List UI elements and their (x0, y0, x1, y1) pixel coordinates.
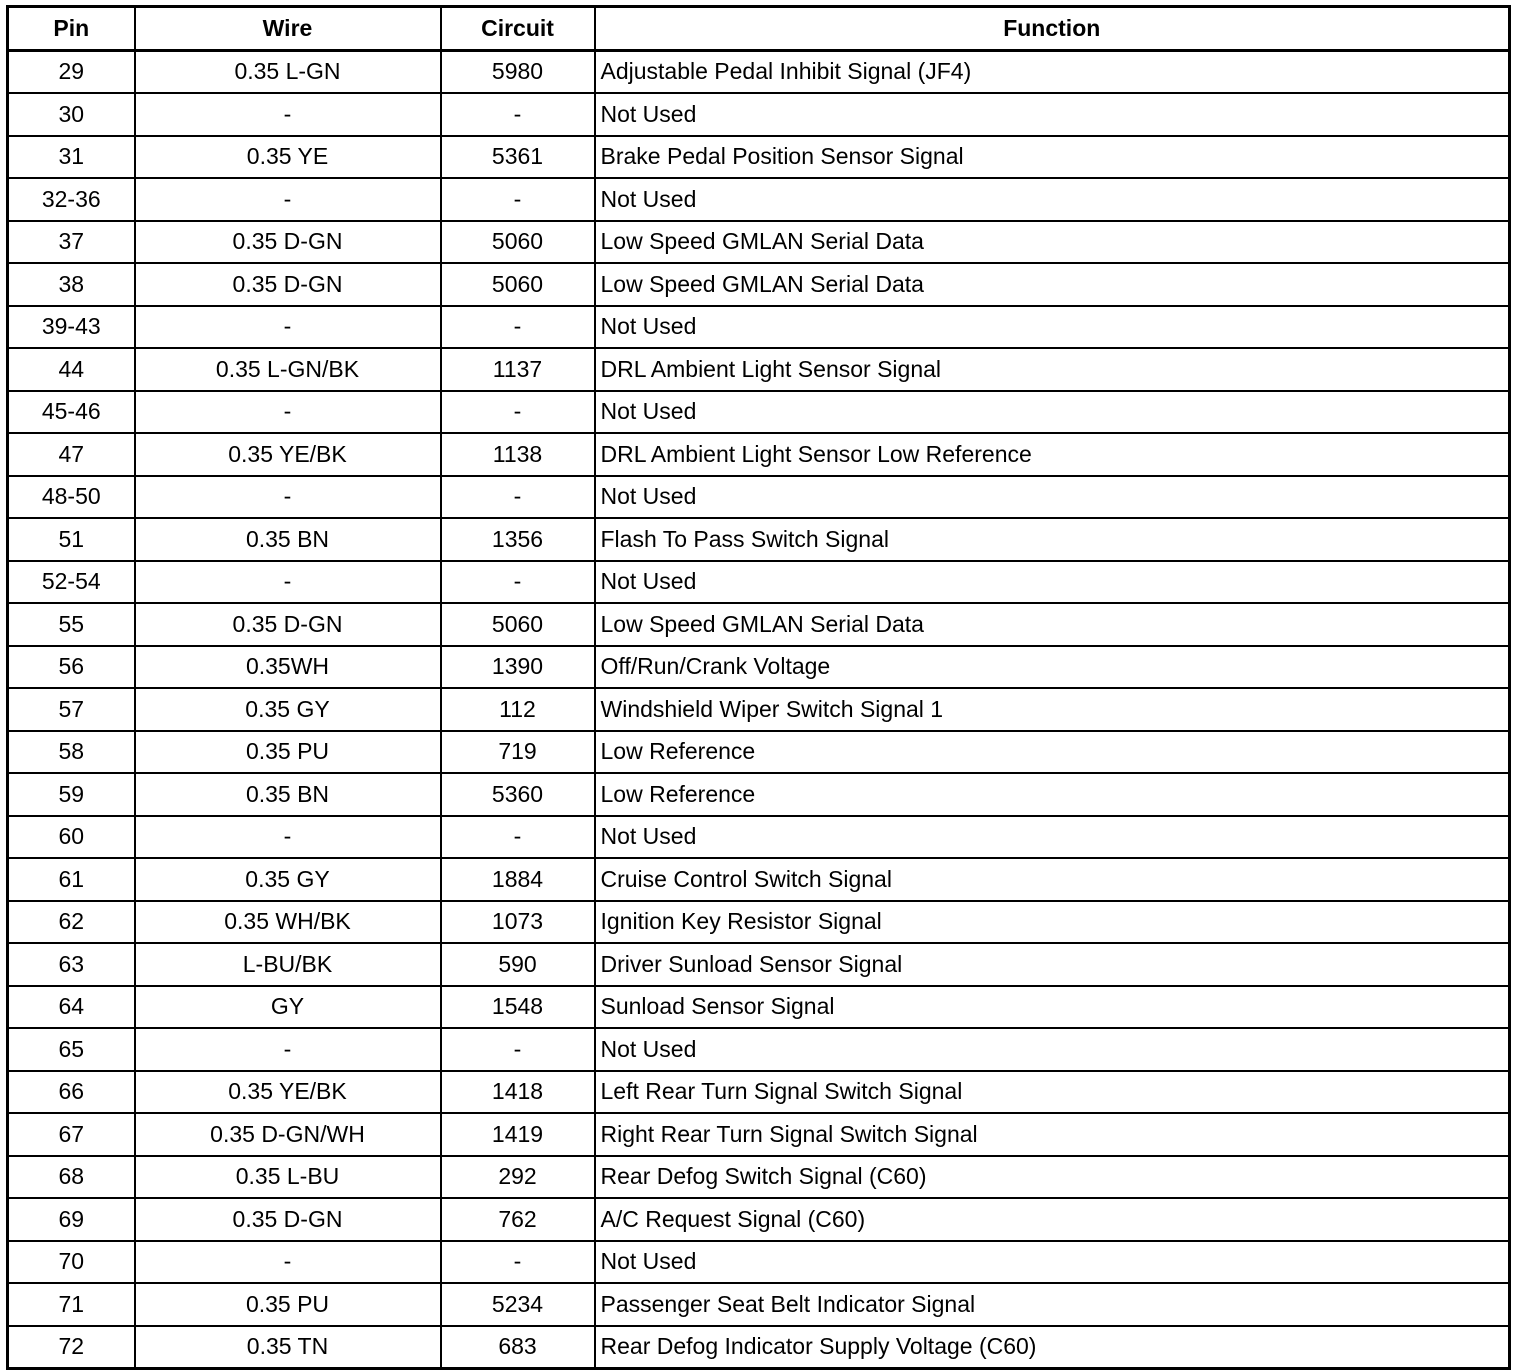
table-row (8, 391, 1510, 434)
cell-wire: 0.35 BN (135, 773, 441, 816)
cell-function: Not Used (595, 476, 1510, 519)
cell-pin: 69 (8, 1198, 135, 1241)
cell-function: Not Used (595, 561, 1510, 604)
cell-circuit: - (441, 178, 595, 221)
cell-function: Off/Run/Crank Voltage (595, 646, 1510, 689)
cell-circuit: - (441, 1241, 595, 1284)
header-circuit: Circuit (441, 7, 595, 51)
cell-function: Not Used (595, 391, 1510, 434)
cell-pin: 55 (8, 603, 135, 646)
cell-circuit: - (441, 306, 595, 349)
cell-circuit: - (441, 476, 595, 519)
table-row (8, 433, 1510, 476)
cell-wire: 0.35 PU (135, 1283, 441, 1326)
table-row (8, 136, 1510, 179)
cell-pin: 51 (8, 518, 135, 561)
cell-pin: 66 (8, 1071, 135, 1114)
table-row (8, 1028, 1510, 1071)
cell-circuit: 5980 (441, 50, 595, 93)
cell-pin: 60 (8, 816, 135, 859)
cell-pin: 52-54 (8, 561, 135, 604)
table-row (8, 943, 1510, 986)
cell-wire: 0.35 YE/BK (135, 433, 441, 476)
cell-circuit: 5060 (441, 221, 595, 264)
cell-wire: 0.35 L-GN (135, 50, 441, 93)
header-row (8, 7, 1510, 51)
table-row (8, 1071, 1510, 1114)
cell-circuit: - (441, 391, 595, 434)
table-row (8, 50, 1510, 93)
cell-pin: 31 (8, 136, 135, 179)
cell-function: A/C Request Signal (C60) (595, 1198, 1510, 1241)
cell-function: Adjustable Pedal Inhibit Signal (JF4) (595, 50, 1510, 93)
cell-circuit: 1137 (441, 348, 595, 391)
cell-wire: GY (135, 986, 441, 1029)
cell-pin: 65 (8, 1028, 135, 1071)
cell-circuit: 762 (441, 1198, 595, 1241)
cell-circuit: 719 (441, 731, 595, 774)
table-row (8, 221, 1510, 264)
cell-circuit: 1548 (441, 986, 595, 1029)
cell-pin: 48-50 (8, 476, 135, 519)
cell-function: Rear Defog Switch Signal (C60) (595, 1156, 1510, 1199)
cell-wire: 0.35 D-GN (135, 263, 441, 306)
cell-function: Windshield Wiper Switch Signal 1 (595, 688, 1510, 731)
cell-pin: 57 (8, 688, 135, 731)
cell-pin: 71 (8, 1283, 135, 1326)
cell-function: Rear Defog Indicator Supply Voltage (C60) (595, 1326, 1510, 1369)
cell-pin: 68 (8, 1156, 135, 1199)
cell-wire: 0.35 D-GN (135, 221, 441, 264)
cell-circuit: 5361 (441, 136, 595, 179)
table-row (8, 561, 1510, 604)
cell-pin: 44 (8, 348, 135, 391)
cell-pin: 30 (8, 93, 135, 136)
cell-pin: 61 (8, 858, 135, 901)
cell-wire: 0.35 L-BU (135, 1156, 441, 1199)
cell-wire: 0.35 D-GN (135, 603, 441, 646)
cell-function: Low Reference (595, 773, 1510, 816)
table-body (8, 50, 1510, 1369)
cell-circuit: 1356 (441, 518, 595, 561)
cell-pin: 67 (8, 1113, 135, 1156)
cell-function: Not Used (595, 93, 1510, 136)
cell-pin: 29 (8, 50, 135, 93)
cell-circuit: - (441, 93, 595, 136)
cell-pin: 59 (8, 773, 135, 816)
cell-pin: 70 (8, 1241, 135, 1284)
cell-function: Low Speed GMLAN Serial Data (595, 221, 1510, 264)
cell-function: Passenger Seat Belt Indicator Signal (595, 1283, 1510, 1326)
cell-function: Not Used (595, 816, 1510, 859)
table-row (8, 93, 1510, 136)
cell-wire: - (135, 306, 441, 349)
cell-wire: 0.35 D-GN/WH (135, 1113, 441, 1156)
cell-function: Driver Sunload Sensor Signal (595, 943, 1510, 986)
table-row (8, 646, 1510, 689)
cell-function: Not Used (595, 306, 1510, 349)
cell-function: Low Reference (595, 731, 1510, 774)
cell-wire: - (135, 93, 441, 136)
table-row (8, 1156, 1510, 1199)
cell-wire: 0.35 BN (135, 518, 441, 561)
connector-pinout-table (6, 5, 1511, 1370)
cell-wire: 0.35 GY (135, 688, 441, 731)
cell-wire: L-BU/BK (135, 943, 441, 986)
cell-wire: 0.35WH (135, 646, 441, 689)
table-row (8, 476, 1510, 519)
cell-circuit: 5060 (441, 263, 595, 306)
table-row (8, 603, 1510, 646)
cell-pin: 63 (8, 943, 135, 986)
cell-circuit: 1073 (441, 901, 595, 944)
table-row (8, 263, 1510, 306)
table-row (8, 858, 1510, 901)
cell-wire: 0.35 YE/BK (135, 1071, 441, 1114)
table-row (8, 901, 1510, 944)
cell-function: Not Used (595, 1241, 1510, 1284)
cell-circuit: 112 (441, 688, 595, 731)
cell-wire: 0.35 TN (135, 1326, 441, 1369)
cell-pin: 37 (8, 221, 135, 264)
cell-function: Low Speed GMLAN Serial Data (595, 603, 1510, 646)
cell-pin: 38 (8, 263, 135, 306)
cell-circuit: 1418 (441, 1071, 595, 1114)
table-row (8, 178, 1510, 221)
cell-function: Brake Pedal Position Sensor Signal (595, 136, 1510, 179)
cell-circuit: 1884 (441, 858, 595, 901)
cell-wire: - (135, 1028, 441, 1071)
cell-wire: - (135, 391, 441, 434)
cell-pin: 32-36 (8, 178, 135, 221)
cell-wire: 0.35 PU (135, 731, 441, 774)
cell-function: Left Rear Turn Signal Switch Signal (595, 1071, 1510, 1114)
table-row (8, 1283, 1510, 1326)
cell-wire: 0.35 YE (135, 136, 441, 179)
cell-function: DRL Ambient Light Sensor Low Reference (595, 433, 1510, 476)
table-row (8, 986, 1510, 1029)
cell-circuit: 5360 (441, 773, 595, 816)
cell-pin: 62 (8, 901, 135, 944)
table-row (8, 518, 1510, 561)
header-function: Function (595, 7, 1510, 51)
cell-pin: 47 (8, 433, 135, 476)
cell-circuit: - (441, 816, 595, 859)
cell-pin: 58 (8, 731, 135, 774)
cell-wire: - (135, 816, 441, 859)
cell-function: Ignition Key Resistor Signal (595, 901, 1510, 944)
table-row (8, 731, 1510, 774)
table-row (8, 348, 1510, 391)
cell-pin: 39-43 (8, 306, 135, 349)
table-row (8, 773, 1510, 816)
cell-pin: 56 (8, 646, 135, 689)
cell-function: Not Used (595, 1028, 1510, 1071)
cell-circuit: 292 (441, 1156, 595, 1199)
header-pin: Pin (8, 7, 135, 51)
table-row (8, 1241, 1510, 1284)
cell-circuit: 683 (441, 1326, 595, 1369)
table-row (8, 816, 1510, 859)
cell-wire: 0.35 WH/BK (135, 901, 441, 944)
cell-function: DRL Ambient Light Sensor Signal (595, 348, 1510, 391)
cell-circuit: - (441, 561, 595, 604)
cell-circuit: 590 (441, 943, 595, 986)
cell-function: Low Speed GMLAN Serial Data (595, 263, 1510, 306)
table-row (8, 306, 1510, 349)
cell-function: Flash To Pass Switch Signal (595, 518, 1510, 561)
table-header (8, 7, 1510, 51)
cell-function: Right Rear Turn Signal Switch Signal (595, 1113, 1510, 1156)
cell-wire: - (135, 178, 441, 221)
cell-circuit: - (441, 1028, 595, 1071)
table-row (8, 1198, 1510, 1241)
cell-wire: - (135, 476, 441, 519)
cell-wire: 0.35 GY (135, 858, 441, 901)
cell-circuit: 5234 (441, 1283, 595, 1326)
cell-function: Cruise Control Switch Signal (595, 858, 1510, 901)
cell-pin: 72 (8, 1326, 135, 1369)
cell-wire: 0.35 L-GN/BK (135, 348, 441, 391)
header-wire: Wire (135, 7, 441, 51)
cell-wire: - (135, 561, 441, 604)
table-row (8, 688, 1510, 731)
cell-pin: 45-46 (8, 391, 135, 434)
table-row (8, 1113, 1510, 1156)
cell-circuit: 1390 (441, 646, 595, 689)
cell-circuit: 1419 (441, 1113, 595, 1156)
cell-function: Sunload Sensor Signal (595, 986, 1510, 1029)
cell-circuit: 1138 (441, 433, 595, 476)
table-row (8, 1326, 1510, 1369)
cell-wire: - (135, 1241, 441, 1284)
cell-pin: 64 (8, 986, 135, 1029)
cell-wire: 0.35 D-GN (135, 1198, 441, 1241)
cell-circuit: 5060 (441, 603, 595, 646)
cell-function: Not Used (595, 178, 1510, 221)
